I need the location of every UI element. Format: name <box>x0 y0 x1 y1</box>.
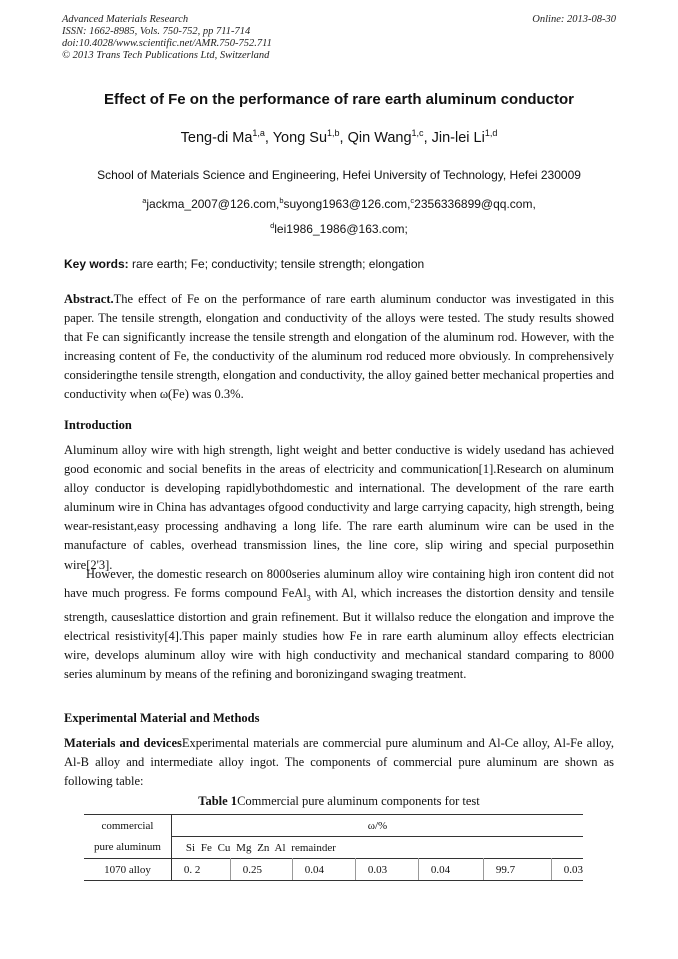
keywords-text: rare earth; Fe; conductivity; tensile strength; elongation <box>128 257 425 271</box>
email-superscript: d <box>270 221 275 230</box>
section-heading-methods: Experimental Material and Methods <box>64 711 260 725</box>
table-row <box>84 859 583 881</box>
keywords-label: Key words: <box>64 257 129 271</box>
author-superscript: 1,b <box>327 128 340 139</box>
table-column-headers: Si Fe Cu Mg Zn Al remainder <box>185 841 336 854</box>
author-name: Yong Su <box>272 130 328 146</box>
online-date: Online: 2013-08-30 <box>532 14 616 25</box>
email-line-1 <box>0 192 678 217</box>
introduction-text: Aluminum alloy wire with high strength, light weight and better conductive is widely usedand has achieved good economic and social benefits in the areas of electricity and communication[1].Research on aluminum alloy conductor is developing rapidlybothdomestic and international. The development of the rare earth aluminum wire in China has advantages ofgood conductivity and large carrying capacity, high strength, being wear-resistant,easy processing andhaving a long life. The rare earth aluminum wire can be used in the manufacture of cables, overhead transmission lines, the line core, slip wiring and special purposethin wire[2'3]. <box>64 443 614 572</box>
section-heading-introduction: Introduction <box>64 418 132 432</box>
abstract-label: Abstract. <box>64 292 114 306</box>
table-caption <box>0 794 678 809</box>
copyright-line: © 2013 Trans Tech Publications Ltd, Switzerland <box>62 50 270 61</box>
author-list: Teng-di Ma$^{1,a}$, Yong Su$^{1,b}$, Qin Wang$^{1,c}$, Jin-lei Li$^{1,d}$ <box>180 128 498 146</box>
email-superscript: c <box>410 196 415 205</box>
table-header-cell: pure aluminum <box>84 837 171 859</box>
table-unit-header: ω/% <box>171 815 583 837</box>
table-cell: 0.03 <box>551 859 583 881</box>
table-header-cell: commercial <box>84 815 171 837</box>
table-cell: 99.7 <box>483 859 551 881</box>
table-header-row <box>84 815 583 837</box>
table-cell: 0.25 <box>230 859 292 881</box>
introduction-text: with Al, which increases the distortion density and tensile strength, causeslattice distortion and grain refinement. But it willalso reduce the elongation and improve the electrical resistivity[4].This paper mainly studies how Fe in rare earth aluminum alloy effects electrician wire, develops aluminum alloy wire with high conductivity and mechanical standard comparing to 8000 series aluminum by means of the refining and boronizingand swaging treatment. <box>64 586 614 681</box>
introduction-paragraph-1 <box>64 441 614 575</box>
author-superscript: 1,d <box>484 128 498 139</box>
author-name: Jin-lei Li <box>431 130 485 146</box>
subscript: 3 <box>306 593 311 603</box>
table-cell: 0.04 <box>418 859 483 881</box>
journal-header <box>62 14 616 62</box>
abstract-text: The effect of Fe on the performance of rare earth aluminum conductor was investigated in this paper. The tensile strength, elongation and conductivity of the alloys were tested. The study results showed that Fe can significantly increase the tensile strength and elongation of the aluminum rod. However, with the increasing content of Fe, the conductivity of the aluminum rod reduced more obviously. In comprehensively consideringthe tensile strength, elongation and conductivity, the alloy gained better mechanical properties and conductivity when ω(Fe) was 0.3%. <box>64 292 614 402</box>
doi-line: doi:10.4028/www.scientific.net/AMR.750-752.711 <box>62 38 272 49</box>
email-address: 2356336899@qq.com, <box>414 197 536 211</box>
author-superscript: 1,a <box>252 128 265 139</box>
email-line-2 <box>0 217 678 242</box>
table-header-row <box>84 837 583 859</box>
table-cell: 0.03 <box>355 859 418 881</box>
author-name: Qin Wang <box>347 130 412 146</box>
email-address: lei1986_1986@163.com; <box>274 222 408 236</box>
email-superscript: b <box>279 196 284 205</box>
journal-name: Advanced Materials Research <box>62 14 189 25</box>
affiliation: School of Materials Science and Engineering, Hefei University of Technology, Hefei 230009 <box>97 168 581 182</box>
keywords <box>64 257 614 271</box>
introduction-text: However, the domestic research on 8000series aluminum alloy wire containing high iron content did not have much progress. Fe forms compound FeAl <box>64 567 614 601</box>
author-name: Teng-di Ma <box>180 130 253 146</box>
author-superscript: 1,c <box>411 128 424 139</box>
methods-text: Experimental materials are commercial pure aluminum and Al-Ce alloy, Al-Fe alloy, Al-B alloy and intermediate alloy ingot. The components of commercial pure aluminum are shown as following table: <box>64 736 614 789</box>
methods-paragraph <box>64 734 614 791</box>
abstract <box>64 290 614 405</box>
table-row-label: 1070 alloy <box>84 859 171 881</box>
email-address: suyong1963@126.com, <box>283 197 411 211</box>
email-superscript: a <box>142 196 147 205</box>
paper-title: Effect of Fe on the performance of rare earth aluminum conductor <box>103 91 575 108</box>
table-cell: 0. 2 <box>171 859 230 881</box>
introduction-paragraph-2 <box>64 565 614 684</box>
email-list <box>0 192 678 242</box>
table-caption-label: Table 1 <box>198 794 238 808</box>
composition-table <box>84 814 583 881</box>
table-cell: 0.04 <box>292 859 355 881</box>
table-caption-text: Commercial pure aluminum components for test <box>237 794 480 808</box>
issn-line: ISSN: 1662-8985, Vols. 750-752, pp 711-714 <box>62 26 251 37</box>
email-address: jackma_2007@126.com, <box>146 197 280 211</box>
methods-label: Materials and devices <box>64 736 182 750</box>
